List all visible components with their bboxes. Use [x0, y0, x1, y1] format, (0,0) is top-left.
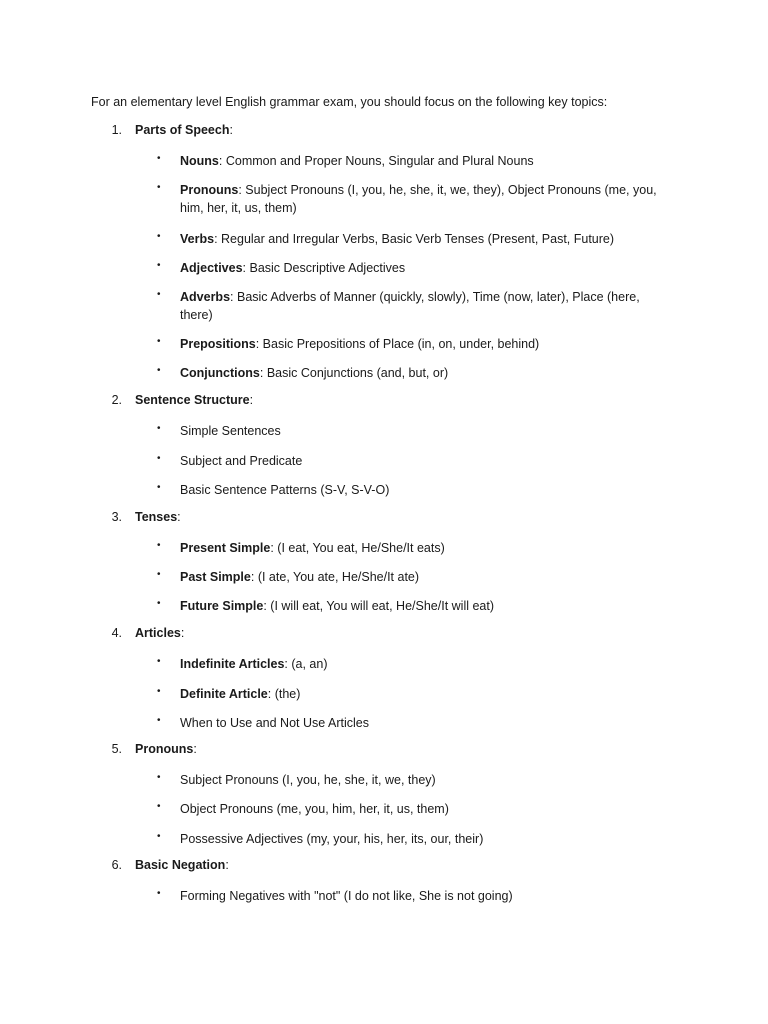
item-term: Conjunctions: [180, 366, 260, 380]
item-separator: :: [284, 657, 292, 671]
list-item: [180, 422, 660, 440]
list-item: [180, 364, 660, 382]
list-item: [180, 714, 660, 732]
item-term: Definite Article: [180, 687, 268, 701]
item-description: Basic Conjunctions (and, but, or): [266, 366, 449, 380]
bullet-icon: •: [157, 482, 161, 493]
item-description: Regular and Irregular Verbs, Basic Verb Tenses (Present, Past, Future): [221, 232, 615, 246]
bullet-icon: •: [157, 182, 161, 193]
section-title-suffix: :: [180, 626, 185, 640]
item-description: (I will eat, You will eat, He/She/It will eat): [270, 599, 495, 613]
item-separator: :: [267, 687, 275, 701]
bullet-icon: •: [157, 289, 161, 300]
bullet-icon: •: [157, 715, 161, 726]
list-item: [180, 539, 660, 557]
list-item: [180, 655, 660, 673]
intro-paragraph: For an elementary level English grammar exam, you should focus on the following key topics:: [91, 95, 608, 109]
section-title-suffix: :: [229, 123, 233, 137]
bullet-icon: •: [157, 831, 161, 842]
list-item: [180, 685, 660, 703]
section-title-text: Pronouns: [135, 742, 194, 756]
section-title-suffix: :: [177, 510, 181, 524]
list-item: [180, 181, 660, 217]
item-separator: :: [238, 183, 246, 197]
item-description: Common and Proper Nouns, Singular and Plural Nouns: [225, 154, 534, 168]
list-item: [180, 230, 660, 248]
section-title: [135, 858, 229, 872]
bullet-icon: •: [157, 231, 161, 242]
item-term: Pronouns: [180, 183, 239, 197]
list-item: [180, 830, 660, 848]
section-title-text: Tenses: [135, 510, 178, 524]
item-separator: :: [250, 570, 258, 584]
item-description: (the): [274, 687, 301, 701]
item-term: Adjectives: [180, 261, 243, 275]
bullet-icon: •: [157, 453, 161, 464]
item-description: Basic Prepositions of Place (in, on, under, behind): [262, 337, 540, 351]
item-description: Subject Pronouns (I, you, he, she, it, we, they), Object Pronouns (me, you, him, her, it, us, them): [180, 183, 657, 215]
item-description: When to Use and Not Use Articles: [180, 716, 369, 730]
section-title: [135, 393, 253, 407]
item-separator: :: [214, 232, 222, 246]
list-item: [180, 597, 660, 615]
item-separator: :: [270, 541, 278, 555]
bullet-icon: •: [157, 365, 161, 376]
list-item: [180, 335, 660, 353]
list-item: [180, 568, 660, 586]
section-title: [135, 742, 197, 756]
section-title-text: Parts of Speech: [135, 123, 230, 137]
bullet-icon: •: [157, 686, 161, 697]
bullet-icon: •: [157, 656, 161, 667]
item-separator: :: [255, 337, 263, 351]
item-description: Basic Descriptive Adjectives: [249, 261, 406, 275]
item-term: Prepositions: [180, 337, 256, 351]
list-item: [180, 152, 660, 170]
item-term: Past Simple: [180, 570, 251, 584]
section-number: 4.: [111, 626, 122, 640]
bullet-icon: •: [157, 888, 161, 899]
item-term: Nouns: [180, 154, 219, 168]
bullet-icon: •: [157, 260, 161, 271]
item-description: Object Pronouns (me, you, him, her, it, us, them): [180, 802, 449, 816]
list-item: [180, 452, 660, 470]
item-description: Basic Adverbs of Manner (quickly, slowly), Time (now, later), Place (here, there): [180, 290, 640, 322]
item-term: Future Simple: [180, 599, 264, 613]
bullet-icon: •: [157, 423, 161, 434]
section-title: [135, 626, 184, 640]
section-number: 6.: [111, 858, 122, 872]
bullet-icon: •: [157, 569, 161, 580]
bullet-icon: •: [157, 336, 161, 347]
item-term: Verbs: [180, 232, 215, 246]
item-description: (I eat, You eat, He/She/It eats): [277, 541, 445, 555]
section-number: 1.: [111, 123, 122, 137]
list-item: [180, 887, 660, 905]
item-term: Present Simple: [180, 541, 271, 555]
section-title-suffix: :: [225, 858, 229, 872]
item-description: Forming Negatives with "not" (I do not like, She is not going): [180, 889, 513, 903]
bullet-icon: •: [157, 153, 161, 164]
section-title-text: Basic Negation: [135, 858, 226, 872]
bullet-icon: •: [157, 598, 161, 609]
section-title-text: Articles: [135, 626, 181, 640]
item-description: (I ate, You ate, He/She/It ate): [257, 570, 420, 584]
section-number: 5.: [111, 742, 122, 756]
list-item: [180, 800, 660, 818]
item-term: Adverbs: [180, 290, 231, 304]
item-term: Indefinite Articles: [180, 657, 285, 671]
item-separator: :: [259, 366, 267, 380]
item-separator: :: [263, 599, 271, 613]
section-title-text: Sentence Structure: [135, 393, 250, 407]
list-item: [180, 259, 660, 277]
item-separator: :: [242, 261, 250, 275]
section-title: [135, 123, 233, 137]
item-separator: :: [230, 290, 237, 304]
bullet-icon: •: [157, 540, 161, 551]
item-description: Possessive Adjectives (my, your, his, her, its, our, their): [180, 832, 484, 846]
item-description: Subject Pronouns (I, you, he, she, it, we, they): [180, 773, 436, 787]
section-title-suffix: :: [249, 393, 254, 407]
bullet-icon: •: [157, 772, 161, 783]
list-item: [180, 771, 660, 789]
section-number: 2.: [111, 393, 122, 407]
item-description: Basic Sentence Patterns (S-V, S-V-O): [180, 483, 390, 497]
bullet-icon: •: [157, 801, 161, 812]
item-description: Simple Sentences: [180, 424, 281, 438]
list-item: [180, 288, 660, 324]
item-description: (a, an): [291, 657, 328, 671]
item-separator: :: [218, 154, 226, 168]
section-title: [135, 510, 181, 524]
item-description: Subject and Predicate: [180, 454, 303, 468]
section-title-suffix: :: [193, 742, 197, 756]
list-item: [180, 481, 660, 499]
section-number: 3.: [111, 510, 122, 524]
